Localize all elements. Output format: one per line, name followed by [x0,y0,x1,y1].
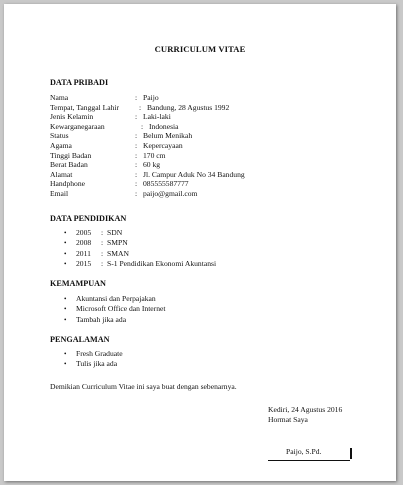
field-separator: : [135,169,138,179]
education-year: 2015 [76,259,92,269]
field-separator: : [135,179,138,189]
experience-item [64,349,384,359]
section-heading-personal: DATA PRIBADI [50,78,109,87]
education-item [64,249,384,259]
field-separator: : [135,93,138,102]
experience-list [64,349,384,370]
experience-item [64,359,384,369]
field-value: Indonesia [149,121,179,131]
education-year: 2005 [76,228,92,237]
field-jenis-kelamin [50,112,380,122]
field-separator: : [141,121,144,131]
signature-place-date: Kediri, 24 Agustus 2016 [268,405,343,414]
field-separator: : [135,160,138,170]
experience-text: Fresh Graduate [76,349,123,358]
field-alamat [50,170,380,180]
education-year: 2011 [76,248,91,258]
field-label: Nama [50,93,69,102]
text-cursor [350,448,352,459]
education-separator: : [101,238,104,248]
signature-name: Paijo, S.Pd. [286,447,322,456]
field-value: Belum Menikah [143,131,193,141]
field-value: Jl. Campur Aduk No 34 Bandung [143,169,245,179]
field-label: Alamat [50,169,73,179]
education-item [64,238,384,248]
field-label: Agama [50,141,72,150]
bullet: • [64,249,67,258]
document-title: CURRICULUM VITAE [154,44,246,54]
skill-item [64,304,384,314]
field-separator: : [135,150,138,160]
field-nama [50,93,380,103]
skill-item [64,294,384,304]
field-tinggi-badan [50,151,380,161]
education-school: SMPN [107,238,128,248]
field-handphone [50,179,380,189]
bullet: • [64,350,67,358]
education-separator: : [101,228,104,237]
skill-text: Tambah jika ada [76,314,127,324]
field-ttl [50,103,380,113]
field-separator: : [135,112,138,122]
education-school: S-1 Pendidikan Ekonomi Akuntansi [107,259,217,269]
field-value: 170 cm [143,150,166,160]
education-school: SMAN [107,248,129,258]
skills-list [64,294,384,325]
field-separator: : [135,141,138,150]
education-item [64,259,384,269]
field-label: Handphone [50,179,86,189]
bullet: • [64,315,67,324]
bullet: • [64,305,67,314]
field-status [50,131,380,141]
field-label: Tempat, Tanggal Lahir [50,102,120,112]
field-kewarganegaraan [50,122,380,132]
field-value: paijo@gmail.com [143,189,198,198]
field-label: Email [50,189,69,198]
closing-statement: Demikian Curriculum Vitae ini saya buat dengan sebenarnya. [50,382,237,391]
section-heading-education: DATA PENDIDIKAN [50,214,127,223]
education-list [64,228,384,270]
field-label: Kewarganegaraan [50,121,105,131]
field-value: Bandung, 28 Agustus 1992 [147,102,230,112]
field-value: Laki-laki [143,112,171,122]
field-label: Tinggi Badan [50,150,92,160]
education-separator: : [101,248,104,258]
field-label: Status [50,131,69,141]
experience-text: Tulis jika ada [76,359,118,369]
document-page [4,4,396,481]
education-year: 2008 [76,238,92,248]
field-email [50,189,380,199]
field-separator: : [135,131,138,141]
field-berat-badan [50,160,380,170]
field-value: 085555587777 [143,179,189,189]
field-separator: : [139,102,142,112]
bullet: • [64,239,67,248]
education-item [64,228,384,238]
section-heading-skills: KEMAMPUAN [50,279,106,288]
field-value: Kepercayaan [143,141,183,150]
signature-regards: Hormat Saya [268,415,308,424]
field-label: Jenis Kelamin [50,112,94,122]
field-agama [50,141,380,151]
bullet: • [64,260,67,269]
education-separator: : [101,259,104,269]
field-value: 60 kg [143,160,161,170]
bullet: • [64,360,67,369]
skill-item [64,315,384,325]
bullet: • [64,229,67,237]
bullet: • [64,295,67,303]
education-school: SDN [107,228,123,237]
skill-text: Akuntansi dan Perpajakan [76,294,156,303]
skill-text: Microsoft Office dan Internet [76,304,166,314]
field-value: Paijo [143,93,159,102]
section-heading-experience: PENGALAMAN [50,335,110,344]
field-label: Berat Badan [50,160,88,170]
field-separator: : [135,189,138,198]
